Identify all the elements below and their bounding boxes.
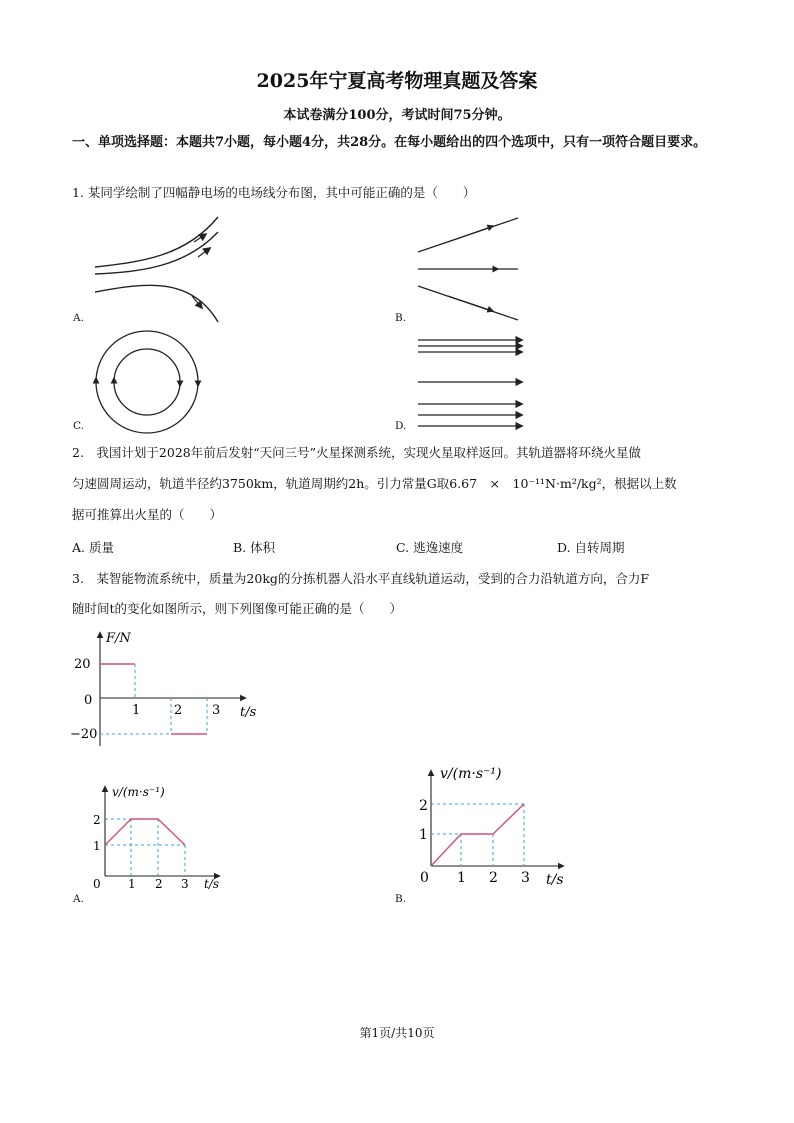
graph-a-x-label: t/s (204, 877, 220, 891)
graph-b-tick-t3: 3 (521, 870, 530, 886)
q2-stem-line3: 据可推算出火星的（ ） (72, 507, 223, 522)
graph-b-tick-2: 2 (419, 798, 428, 814)
graph-a-tick-t3: 3 (181, 877, 189, 891)
q3-stem-line1: 3. 某智能物流系统中，质量为20kg的分拣机器人沿水平直线轨道运动，受到的合力沿轨道方向，合力F (72, 571, 650, 586)
graph-b-origin: 0 (420, 870, 429, 886)
graph-a-tick-t1: 1 (128, 877, 136, 891)
q1-figure-a (90, 212, 230, 324)
page-title: 2025年宁夏高考物理真题及答案 (256, 70, 538, 92)
force-tick-t2: 2 (174, 703, 183, 718)
q2-option-c: C. 逃逸速度 (396, 540, 464, 555)
q1-option-b-label: B. (395, 312, 407, 324)
page-footer: 第1页/共10页 (359, 1026, 435, 1040)
velocity-graph-a (90, 782, 230, 892)
force-time-axis-label: t/s (240, 705, 257, 720)
force-time-graph (66, 628, 276, 748)
q3-stem-line2: 随时间t的变化如图所示，则下列图像可能正确的是（ ） (72, 601, 403, 616)
force-tick-20: 20 (74, 657, 91, 672)
q3-option-a-label: A. (73, 893, 84, 905)
graph-a-origin: 0 (93, 877, 101, 891)
q1-figure-b (418, 214, 522, 322)
q1-figure-d (418, 336, 528, 430)
force-axis-label: F/N (106, 631, 131, 646)
q3-option-b-label: B. (395, 893, 407, 905)
q2-stem-line2: 匀速圆周运动，轨道半径约3750km，轨道周期约2h。引力常量G取6.67 × 10⁻¹¹N·m²/kg²，根据以上数 (72, 476, 677, 491)
exam-info: 本试卷满分100分，考试时间75分钟。 (283, 108, 511, 123)
graph-a-curve (105, 819, 185, 845)
graph-a-tick-1: 1 (93, 839, 101, 853)
q2-option-b: B. 体积 (233, 540, 276, 555)
q2-stem-line1: 2. 我国计划于2028年前后发射“天问三号”火星探测系统，实现火星取样返回。其轨道器将环绕火星做 (72, 445, 642, 460)
graph-b-tick-t2: 2 (489, 870, 498, 886)
section-heading: 一、单项选择题：本题共7小题，每小题4分，共28分。在每小题给出的四个选项中，只有一项符合题目要求。 (72, 135, 707, 150)
graph-b-curve (431, 804, 524, 866)
q2-option-a: A. 质量 (72, 540, 114, 555)
graph-b-tick-1: 1 (419, 827, 428, 843)
force-tick-t3: 3 (212, 703, 221, 718)
force-tick-t1: 1 (132, 703, 141, 718)
q1-option-c-label: C. (73, 420, 84, 432)
graph-b-x-label: t/s (546, 872, 564, 888)
q2-option-d: D. 自转周期 (557, 540, 625, 555)
force-tick-neg20: −20 (70, 727, 98, 742)
q1-figure-c (92, 334, 202, 430)
graph-b-tick-t1: 1 (457, 870, 466, 886)
graph-b-y-label: v/(m·s⁻¹) (440, 766, 502, 782)
force-tick-0: 0 (84, 693, 93, 708)
graph-a-tick-t2: 2 (155, 877, 163, 891)
q1-option-d-label: D. (395, 420, 407, 432)
q1-option-a-label: A. (73, 312, 84, 324)
velocity-graph-b (418, 764, 578, 892)
graph-a-y-label: v/(m·s⁻¹) (112, 785, 165, 799)
graph-a-tick-2: 2 (93, 813, 101, 827)
q1-stem: 1. 某同学绘制了四幅静电场的电场线分布图，其中可能正确的是（ ） (72, 185, 476, 200)
